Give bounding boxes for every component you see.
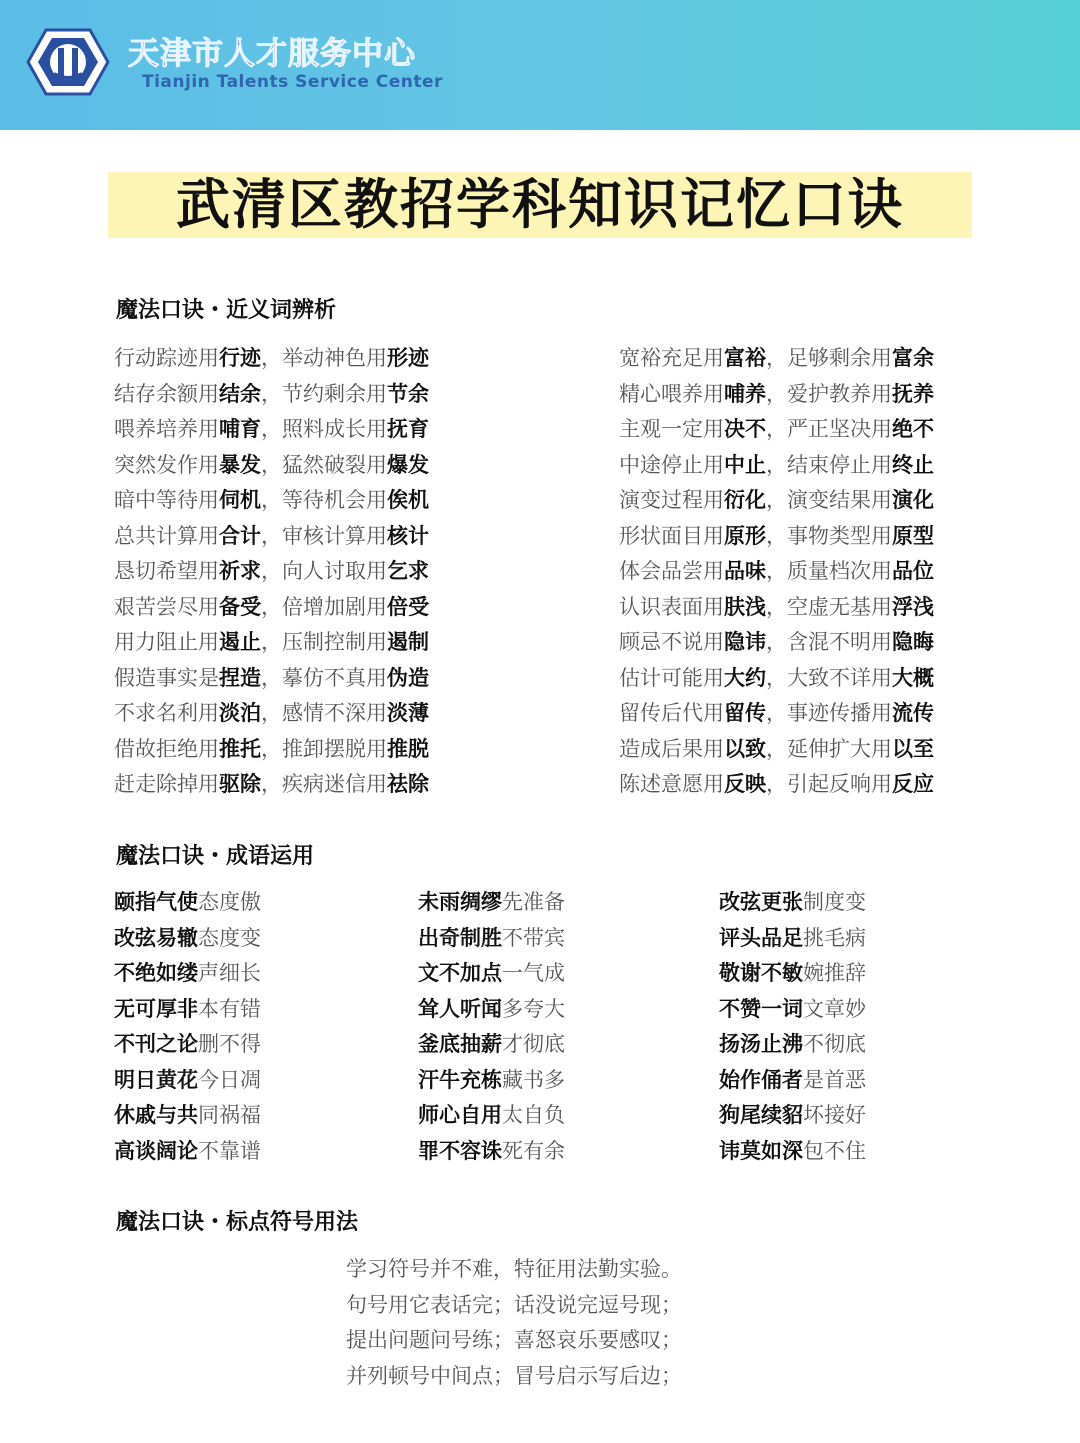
description: 形状面目用	[619, 523, 724, 548]
keyword: 伺机	[219, 487, 261, 512]
idiom: 不绝如缕	[114, 960, 198, 985]
synonym-row	[619, 482, 1039, 518]
keyword: 抚养	[892, 380, 934, 406]
idiom-note: 才彻底	[502, 1032, 565, 1056]
description: 恳切希望用	[114, 559, 219, 583]
section-title-synonyms: 魔法口诀・近义词辨析	[116, 298, 337, 323]
description: ，审核计算用	[261, 523, 387, 548]
idiom-row	[719, 884, 1019, 920]
keyword: 暴发	[219, 451, 261, 477]
idiom-note: 死有余	[502, 1138, 565, 1163]
idiom-note: 婉推辞	[803, 961, 866, 985]
description: 估计可能用	[619, 665, 724, 690]
description: 总共计算用	[114, 523, 219, 548]
idiom-note: 是首恶	[803, 1067, 866, 1092]
idiom: 文不加点	[418, 960, 502, 985]
idiom: 不刊之论	[114, 1031, 198, 1056]
idiom-note: 不靠谱	[198, 1138, 261, 1163]
keyword: 富余	[892, 345, 934, 370]
keyword: 大约	[724, 664, 766, 690]
idiom-row	[719, 1026, 1019, 1062]
idiom: 改弦更张	[719, 889, 803, 914]
description: ，演变结果用	[766, 488, 892, 512]
keyword: 淡泊	[219, 700, 261, 725]
keyword: 推脱	[387, 735, 429, 761]
idiom-note: 多夸大	[502, 996, 565, 1021]
keyword: 合计	[219, 522, 261, 548]
idiom-row	[719, 955, 1019, 991]
keyword: 浮浅	[892, 593, 934, 619]
description: ，大致不详用	[766, 665, 892, 690]
idiom-note: 文章妙	[803, 996, 866, 1021]
keyword: 决不	[724, 416, 766, 441]
description: ，举动神色用	[261, 346, 387, 370]
idiom: 明日黄花	[114, 1066, 198, 1092]
idiom-row	[719, 1133, 1019, 1169]
description: 艰苦尝尽用	[114, 594, 219, 619]
keyword: 节余	[387, 380, 429, 406]
description: 行动踪迹用	[114, 346, 219, 370]
description: ，爱护教养用	[766, 381, 892, 406]
idiom-row	[114, 955, 414, 991]
keyword: 驱除	[219, 771, 261, 796]
description: 演变过程用	[619, 488, 724, 512]
idiom: 颐指气使	[114, 889, 198, 914]
idiom-note: 同祸福	[198, 1103, 261, 1127]
idiom-row	[719, 920, 1019, 956]
keyword: 衍化	[724, 487, 766, 512]
idiom-note: 态度傲	[198, 890, 261, 914]
idiom-row	[418, 1062, 718, 1098]
description: 主观一定用	[619, 417, 724, 441]
idioms-column-1	[114, 884, 414, 1168]
idiom-note: 态度变	[198, 925, 261, 950]
keyword: 肤浅	[724, 593, 766, 619]
description: 突然发作用	[114, 452, 219, 477]
idiom-row	[418, 920, 718, 956]
synonyms-left-column	[114, 340, 534, 802]
org-name-cn: 天津市人才服务中心	[128, 36, 416, 72]
idiom: 师心自用	[418, 1102, 502, 1127]
idiom-note: 挑毛病	[803, 925, 866, 950]
keyword: 原型	[892, 522, 934, 548]
idiom-note: 声细长	[198, 961, 261, 985]
description: ，摹仿不真用	[261, 665, 387, 690]
verse-line: 学习符号并不难，特征用法勤实验。	[346, 1257, 682, 1281]
description: ，猛然破裂用	[261, 452, 387, 477]
synonym-row	[619, 695, 1039, 731]
idiom-note: 包不住	[803, 1138, 866, 1163]
section-title-punctuation: 魔法口诀・标点符号用法	[116, 1210, 359, 1235]
idiom-note: 本有错	[198, 996, 261, 1021]
keyword: 倍受	[387, 593, 429, 619]
keyword: 形迹	[387, 345, 429, 370]
synonym-row	[114, 411, 534, 447]
description: ，含混不明用	[766, 630, 892, 654]
idiom-row	[418, 1097, 718, 1133]
idiom-row	[114, 1026, 414, 1062]
idiom-note: 今日凋	[198, 1067, 261, 1092]
keyword: 反映	[724, 771, 766, 796]
idiom-row	[418, 1133, 718, 1169]
idiom-note: 藏书多	[502, 1067, 565, 1092]
keyword: 以致	[724, 735, 766, 761]
description: ，感情不深用	[261, 701, 387, 725]
keyword: 富裕	[724, 345, 766, 370]
description: 借故拒绝用	[114, 736, 219, 761]
keyword: 结余	[219, 380, 261, 406]
synonym-row	[114, 695, 534, 731]
idiom-note: 不彻底	[803, 1032, 866, 1056]
idiom: 狗尾续貂	[719, 1102, 803, 1127]
idiom: 无可厚非	[114, 995, 198, 1021]
keyword: 伪造	[387, 664, 429, 690]
synonym-row	[114, 660, 534, 696]
synonym-row	[619, 624, 1039, 660]
keyword: 绝不	[892, 416, 934, 441]
keyword: 淡薄	[387, 700, 429, 725]
description: 不求名利用	[114, 701, 219, 725]
description: 体会品尝用	[619, 559, 724, 583]
idiom-note: 一气成	[502, 961, 565, 985]
description: ，推卸摆脱用	[261, 736, 387, 761]
keyword: 原形	[724, 522, 766, 548]
idiom: 改弦易辙	[114, 924, 198, 950]
idiom-row	[114, 884, 414, 920]
description: ，等待机会用	[261, 488, 387, 512]
idiom-row	[114, 991, 414, 1027]
idiom: 休戚与共	[114, 1102, 198, 1127]
synonym-row	[619, 447, 1039, 483]
idiom-row	[719, 991, 1019, 1027]
description: 精心喂养用	[619, 381, 724, 406]
idiom-row	[719, 1062, 1019, 1098]
idiom: 扬汤止沸	[719, 1031, 803, 1056]
synonym-row	[114, 553, 534, 589]
description: 结存余额用	[114, 381, 219, 406]
description: ，引起反响用	[766, 772, 892, 796]
keyword: 品味	[724, 558, 766, 583]
idiom: 未雨绸缪	[418, 889, 502, 914]
description: 造成后果用	[619, 736, 724, 761]
idiom: 讳莫如深	[719, 1137, 803, 1163]
keyword: 遏制	[387, 629, 429, 654]
synonym-row	[619, 589, 1039, 625]
description: ，向人讨取用	[261, 559, 387, 583]
keyword: 推托	[219, 735, 261, 761]
idiom-row	[418, 955, 718, 991]
idiom: 敬谢不敏	[719, 960, 803, 985]
idiom-row	[114, 1062, 414, 1098]
description: 宽裕充足用	[619, 346, 724, 370]
page-title: 武清区教招学科知识记忆口诀	[176, 173, 904, 236]
synonym-row	[114, 376, 534, 412]
keyword: 遏止	[219, 629, 261, 654]
idiom: 耸人听闻	[418, 995, 502, 1021]
keyword: 流传	[892, 700, 934, 725]
keyword: 隐晦	[892, 629, 934, 654]
synonym-row	[114, 447, 534, 483]
description: ，空虚无基用	[766, 594, 892, 619]
idiom: 罪不容诛	[418, 1137, 502, 1163]
description: 顾忌不说用	[619, 630, 724, 654]
keyword: 品位	[892, 558, 934, 583]
description: ，严正坚决用	[766, 417, 892, 441]
description: 用力阻止用	[114, 630, 219, 654]
synonym-row	[114, 766, 534, 802]
idiom: 不赞一词	[719, 995, 803, 1021]
keyword: 爆发	[387, 451, 429, 477]
idiom: 高谈阔论	[114, 1137, 198, 1163]
synonym-row	[619, 766, 1039, 802]
idiom-row	[719, 1097, 1019, 1133]
idiom-row	[418, 884, 718, 920]
description: 认识表面用	[619, 594, 724, 619]
keyword: 抚育	[387, 416, 429, 441]
idiom-note: 制度变	[803, 890, 866, 914]
header-banner	[0, 0, 1080, 130]
synonyms-right-column	[619, 340, 1039, 802]
description: ，照料成长用	[261, 417, 387, 441]
description: ，疾病迷信用	[261, 772, 387, 796]
idiom-note: 不带宾	[502, 925, 565, 950]
idiom-row	[114, 1133, 414, 1169]
synonym-row	[114, 340, 534, 376]
keyword: 哺养	[724, 380, 766, 406]
synonym-row	[114, 482, 534, 518]
keyword: 备受	[219, 593, 261, 619]
keyword: 演化	[892, 487, 934, 512]
verse-line: 并列顿号中间点；冒号启示写后边；	[346, 1363, 682, 1388]
keyword: 大概	[892, 664, 934, 690]
description: ，质量档次用	[766, 559, 892, 583]
keyword: 反应	[892, 771, 934, 796]
synonym-row	[114, 731, 534, 767]
description: 喂养培养用	[114, 417, 219, 441]
keyword: 祛除	[387, 771, 429, 796]
idiom-note: 先准备	[502, 890, 565, 914]
keyword: 祈求	[219, 558, 261, 583]
verse-line: 提出问题问号练；喜怒哀乐要感叹；	[346, 1328, 682, 1352]
keyword: 行迹	[219, 345, 261, 370]
idiom: 出奇制胜	[418, 924, 502, 950]
synonym-row	[619, 518, 1039, 554]
idiom: 始作俑者	[719, 1066, 803, 1092]
description: 陈述意愿用	[619, 772, 724, 796]
synonym-row	[619, 376, 1039, 412]
keyword: 捏造	[219, 664, 261, 690]
punctuation-verse	[346, 1252, 682, 1394]
synonym-row	[619, 660, 1039, 696]
idiom-row	[418, 991, 718, 1027]
synonym-row	[619, 340, 1039, 376]
description: ，压制控制用	[261, 630, 387, 654]
synonym-row	[619, 411, 1039, 447]
synonym-row	[619, 553, 1039, 589]
idiom: 评头品足	[719, 924, 803, 950]
synonym-row	[619, 731, 1039, 767]
idiom-note: 删不得	[198, 1032, 261, 1056]
verse-line: 句号用它表话完；话没说完逗号现；	[346, 1292, 682, 1317]
description: ，足够剩余用	[766, 346, 892, 370]
idiom-note: 太自负	[502, 1103, 565, 1127]
keyword: 俟机	[387, 487, 429, 512]
idiom-row	[114, 920, 414, 956]
synonym-row	[114, 518, 534, 554]
idiom-row	[114, 1097, 414, 1133]
synonym-row	[114, 589, 534, 625]
keyword: 以至	[892, 735, 934, 761]
keyword: 终止	[892, 451, 934, 477]
keyword: 哺育	[219, 416, 261, 441]
org-name-en: Tianjin Talents Service Center	[142, 72, 443, 92]
synonym-row	[114, 624, 534, 660]
description: ，延伸扩大用	[766, 736, 892, 761]
tianjin-talents-logo-icon	[24, 28, 112, 96]
description: 赶走除掉用	[114, 772, 219, 796]
section-title-idioms: 魔法口诀・成语运用	[116, 844, 315, 869]
keyword: 乞求	[387, 558, 429, 583]
description: 中途停止用	[619, 452, 724, 477]
description: 假造事实是	[114, 665, 219, 690]
description: ，事迹传播用	[766, 701, 892, 725]
idiom: 釜底抽薪	[418, 1031, 502, 1056]
idioms-column-2	[418, 884, 718, 1168]
keyword: 隐讳	[724, 629, 766, 654]
description: ，倍增加剧用	[261, 594, 387, 619]
description: 暗中等待用	[114, 488, 219, 512]
keyword: 核计	[387, 522, 429, 548]
description: ，事物类型用	[766, 523, 892, 548]
idiom: 汗牛充栋	[418, 1066, 502, 1092]
description: 留传后代用	[619, 701, 724, 725]
keyword: 中止	[724, 451, 766, 477]
description: ，结束停止用	[766, 452, 892, 477]
description: ，节约剩余用	[261, 381, 387, 406]
idiom-note: 坏接好	[803, 1103, 866, 1127]
keyword: 留传	[724, 700, 766, 725]
idiom-row	[418, 1026, 718, 1062]
idioms-column-3	[719, 884, 1019, 1168]
